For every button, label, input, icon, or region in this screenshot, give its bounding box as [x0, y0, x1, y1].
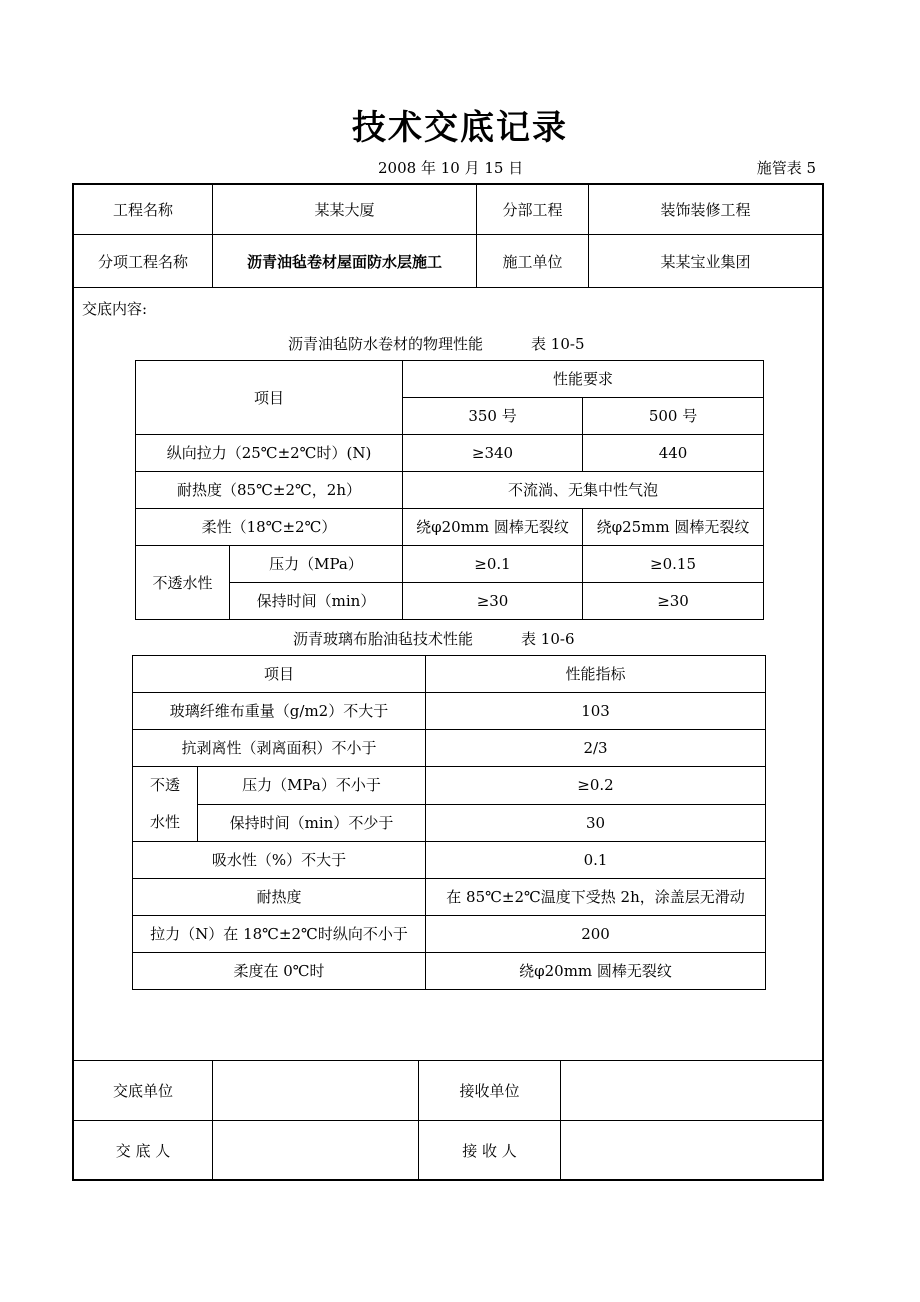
table-cell: ≥0.1	[403, 546, 583, 583]
table1-caption	[288, 333, 584, 354]
table-cell: 不流淌、无集中性气泡	[403, 472, 764, 509]
table-cell: 柔性（18℃±2℃）	[136, 509, 403, 546]
table-cell: 在 85℃±2℃温度下受热 2h，涂盖层无滑动	[426, 879, 766, 916]
contractor-value: 某某宝业集团	[660, 252, 751, 271]
table-cell: 纵向拉力（25℃±2℃时）(N)	[136, 435, 403, 472]
subitem-label: 分项工程名称	[97, 252, 188, 271]
table-cell: 保持时间（min）不少于	[198, 804, 426, 842]
table2-imperm-label	[133, 767, 198, 842]
page-title: 技术交底记录	[352, 108, 568, 148]
contractor-label: 施工单位	[502, 252, 563, 271]
table-cell: 绕φ20mm 圆棒无裂纹	[403, 509, 583, 546]
table1-col-perf: 性能要求	[403, 361, 764, 398]
issuer-unit-field[interactable]	[213, 1061, 418, 1120]
table1-col-item: 项目	[136, 361, 403, 435]
table-cell: 30	[426, 804, 766, 842]
receiver-unit-label: 接收单位	[459, 1082, 520, 1100]
table1-title: 沥青油毡防水卷材的物理性能	[288, 335, 484, 353]
project-name-label: 工程名称	[112, 201, 173, 219]
receiver-unit-field[interactable]	[561, 1061, 822, 1120]
divider	[72, 287, 824, 288]
table-cell: 103	[426, 693, 766, 730]
glass-felt-properties-table	[132, 655, 766, 990]
table-cell: 0.1	[426, 842, 766, 879]
table2-caption	[293, 628, 574, 649]
table-cell: ≥30	[583, 583, 764, 620]
table-cell: 绕φ25mm 圆棒无裂纹	[583, 509, 764, 546]
receiver-person-field[interactable]	[561, 1121, 822, 1179]
table-cell: 耐热度	[133, 879, 426, 916]
table-cell: 压力（MPa）	[230, 546, 403, 583]
table-cell: 吸水性（%）不大于	[133, 842, 426, 879]
table-cell: 拉力（N）在 18℃±2℃时纵向不小于	[133, 916, 426, 953]
table2-number: 表 10-6	[521, 630, 575, 648]
table-cell: 440	[583, 435, 764, 472]
physical-properties-table	[135, 360, 764, 620]
table-cell: 玻璃纤维布重量（g/m2）不大于	[133, 693, 426, 730]
record-date: 2008 年 10 月 15 日	[378, 159, 524, 177]
table-cell: ≥30	[403, 583, 583, 620]
issuer-person-label: 交 底 人	[115, 1141, 171, 1160]
table-cell: 压力（MPa）不小于	[198, 767, 426, 805]
table-cell: 保持时间（min）	[230, 583, 403, 620]
table-cell: 200	[426, 916, 766, 953]
table2-imperm-line1: 不透	[149, 776, 180, 794]
table1-col-350: 350 号	[403, 398, 583, 435]
table-cell: 2/3	[426, 730, 766, 767]
table2-col-index: 性能指标	[426, 656, 766, 693]
table-cell: 耐热度（85℃±2℃，2h）	[136, 472, 403, 509]
content-label: 交底内容:	[82, 300, 148, 318]
subitem-value: 沥青油毡卷材屋面防水层施工	[246, 252, 442, 271]
table1-col-500: 500 号	[583, 398, 764, 435]
table2-col-item: 项目	[133, 656, 426, 693]
form-number: 施管表 5	[756, 159, 816, 177]
issuer-person-field[interactable]	[213, 1121, 418, 1179]
table2-title: 沥青玻璃布胎油毡技术性能	[293, 630, 474, 648]
division-value: 装饰装修工程	[660, 201, 751, 219]
table-cell: ≥340	[403, 435, 583, 472]
table1-number: 表 10-5	[531, 335, 585, 353]
table1-imperm-label: 不透水性	[136, 546, 230, 620]
issuer-unit-label: 交底单位	[112, 1082, 173, 1100]
table-cell: 柔度在 0℃时	[133, 953, 426, 990]
table-cell: 抗剥离性（剥离面积）不小于	[133, 730, 426, 767]
project-name-value: 某某大厦	[314, 201, 375, 219]
table-cell: 绕φ20mm 圆棒无裂纹	[426, 953, 766, 990]
table-cell: ≥0.15	[583, 546, 764, 583]
division-label: 分部工程	[502, 201, 563, 219]
table2-imperm-line2: 水性	[149, 813, 180, 831]
receiver-person-label: 接 收 人	[462, 1141, 517, 1160]
table-cell: ≥0.2	[426, 767, 766, 805]
